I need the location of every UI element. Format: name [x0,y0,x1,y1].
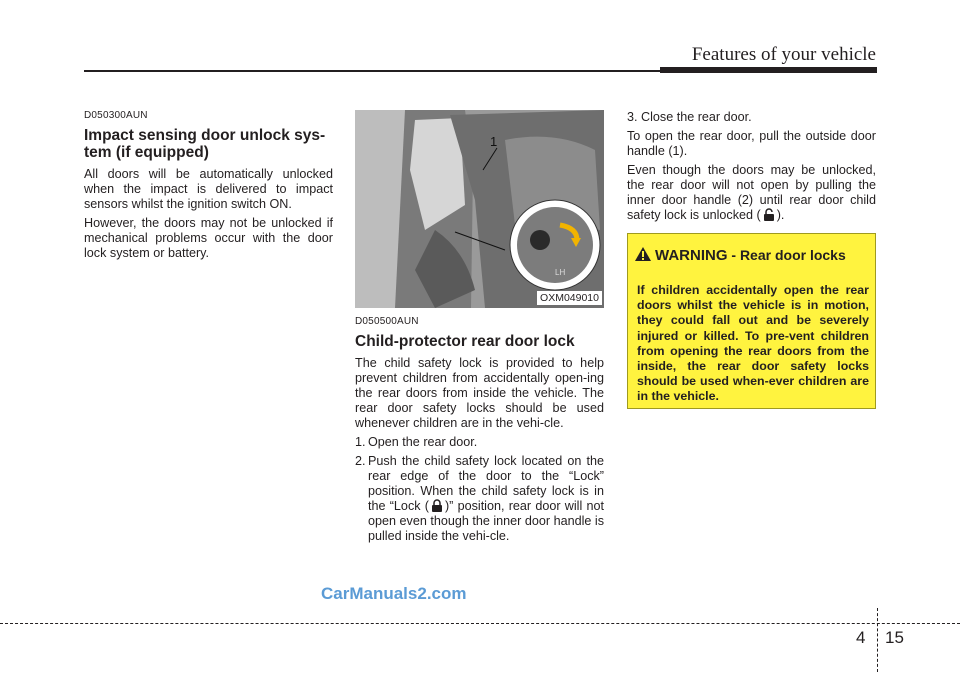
warning-box [627,233,876,409]
step-3: 3. Close the rear door. [627,110,752,124]
step-text: Open the rear door. [368,435,478,449]
locked-padlock-icon [431,499,443,512]
rear-door-illustration [355,110,604,308]
paragraph: The child safety lock is provided to help prevent children from accidentally open-ing the rear doors from inside the vehicle. The rear door safety locks should be used whenever children are in the vehi-cle. [355,356,604,430]
step-1 [355,435,604,450]
footer-divider [877,608,878,672]
step-text [368,454,604,544]
column-3 [627,110,876,227]
step-text-part: )” position, rear door will not open even though the inner door handle is pulled inside the vehi-cle. [368,499,605,543]
warning-text: If children accidentally open the rear doors whilst the vehicle is in motion, they could fall out and be severely injured or killed. To pre-vent children from opening the rear doors from the inside, the rear door safety locks should be used when-ever children are in the vehicle. [637,283,869,404]
step-2 [355,454,604,544]
unlocked-padlock-icon [763,208,775,221]
section-heading: Impact sensing door unlock sys-tem (if equipped) [84,127,326,161]
section-code: D050300AUN [84,110,148,121]
paragraph: All doors will be automatically unlocked when the impact is delivered to impact sensors whilst the ignition switch ON. [84,167,333,211]
paragraph-part: ). [776,208,785,222]
warning-title [634,246,866,265]
site-watermark: CarManuals2.com [321,584,467,603]
section-heading: Child-protector rear door lock [355,333,575,350]
callout-label: 1 [490,134,498,149]
warning-subject: - Rear door locks [727,247,846,263]
warning-triangle-icon [634,246,652,262]
footer-rule [0,623,960,624]
column-2 [355,110,604,548]
step-number: 1. [355,435,366,449]
page-header-title: Features of your vehicle [691,44,876,65]
page-number: 15 [885,628,904,647]
svg-text:LH: LH [555,268,566,277]
paragraph-part: Even though the doors may be unlocked, the rear door will not open by pulling the inner door handle (2) until rear door child safety lock is unlocked ( [627,163,876,222]
step-number: 2. [355,454,366,468]
step-text-part: Push the child safety lock located on the rear edge of the door to the “Lock” position. When the child safety lock is in the “Lock ( [368,454,604,513]
chapter-number: 4 [856,628,866,647]
figure-code: OXM049010 [537,291,602,305]
warning-word: WARNING [655,247,728,264]
section-code: D050500AUN [355,316,419,327]
header-rule-accent [660,67,877,73]
paragraph [627,163,876,223]
paragraph: To open the rear door, pull the outside door handle (1). [627,129,876,158]
column-1 [84,110,333,265]
rear-door-figure [355,110,604,308]
paragraph: However, the doors may not be unlocked if mechanical problems occur with the door lock system or battery. [84,216,333,260]
